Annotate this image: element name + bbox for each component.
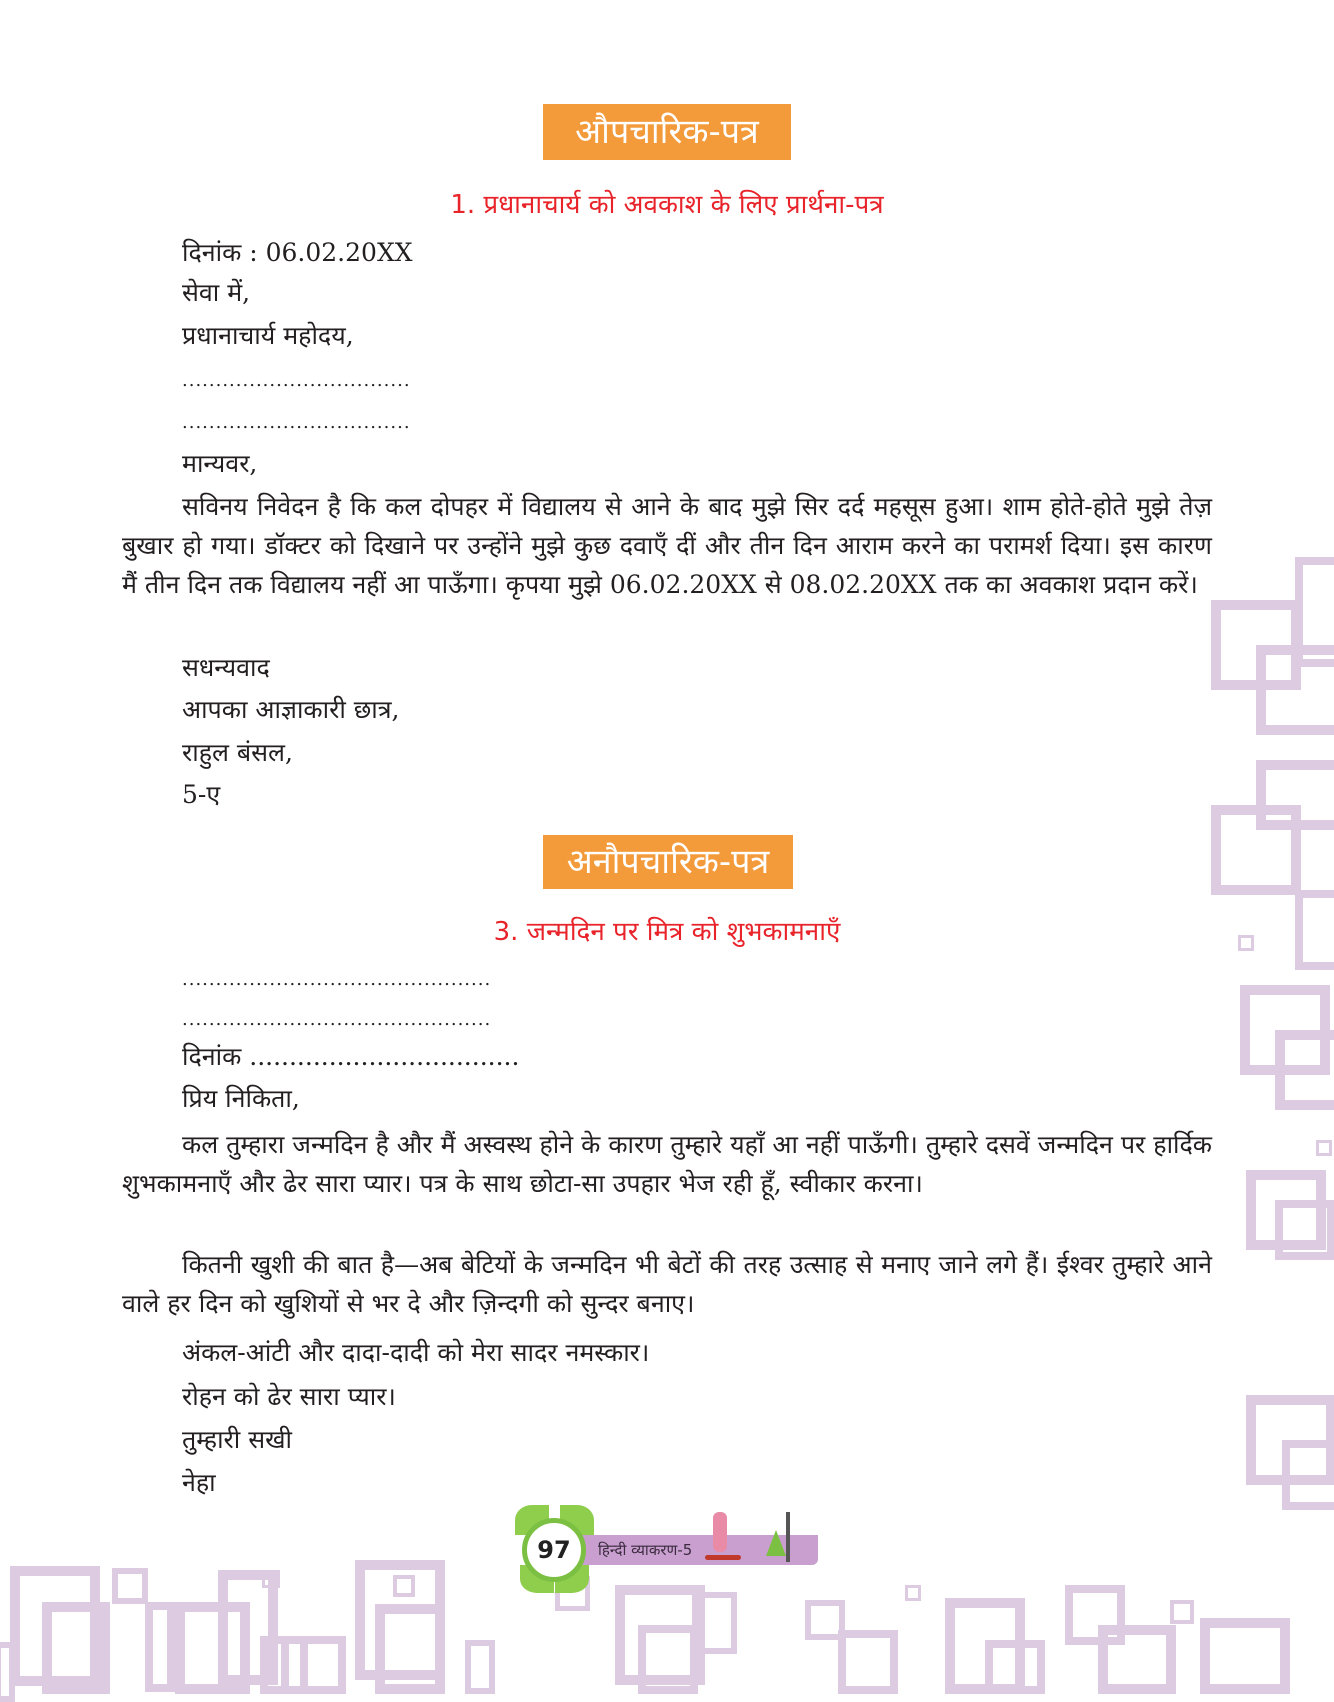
- decorative-square: [1098, 1625, 1176, 1694]
- date-line: दिनांक : 06.02.20XX: [182, 238, 413, 267]
- letter-title-informal: 3. जन्मदिन पर मित्र को शुभकामनाएँ: [493, 917, 841, 947]
- letter-body: सविनय निवेदन है कि कल दोपहर में विद्यालय से आने के बाद मुझे सिर दर्द महसूस हुआ। शाम होते-होते मुझे तेज़ बुखार हो गया। डॉक्टर को दिखाने पर उन्होंने मुझे कुछ दवाएँ दीं और तीन दिन आराम करने का परामर्श दिया। इस कारण मैं तीन दिन तक विद्यालय नहीं आ पाऊँगा। कृपया मुझे 06.02.20XX से 08.02.20XX तक का अवकाश प्रदान करें।: [122, 492, 1212, 599]
- greeting: मान्यवर,: [182, 449, 258, 478]
- skateboarder-illustration: [713, 1512, 727, 1552]
- recipient: प्रधानाचार्य महोदय,: [182, 321, 354, 350]
- decorative-square: [692, 1592, 737, 1654]
- decorative-square: [0, 1642, 15, 1702]
- skateboard-icon: [705, 1555, 741, 1560]
- signoff: आपका आज्ञाकारी छात्र,: [182, 695, 400, 724]
- decorative-square: [393, 1575, 415, 1597]
- decorative-square: [638, 1625, 698, 1694]
- decorative-square: [1316, 1140, 1332, 1156]
- sender-class: 5-ए: [182, 780, 221, 809]
- decorative-square: [262, 1570, 280, 1588]
- address-blank: ..................................: [182, 370, 411, 391]
- decorative-square: [145, 1602, 175, 1692]
- sender-name: नेहा: [182, 1468, 216, 1497]
- decorative-square: [1275, 1200, 1334, 1260]
- decorative-square: [112, 1568, 148, 1604]
- decorative-square: [1200, 1618, 1290, 1694]
- decorative-square: [281, 1636, 346, 1694]
- love-line: रोहन को ढेर सारा प्यार।: [182, 1382, 396, 1411]
- date-line: दिनांक ..................................: [182, 1042, 520, 1071]
- decorative-square: [375, 1604, 445, 1694]
- decorative-square: [1170, 1600, 1194, 1624]
- closing: सधन्यवाद: [182, 653, 270, 682]
- decorative-square: [1256, 645, 1334, 735]
- decorative-square: [985, 1640, 1045, 1694]
- decorative-square: [905, 1585, 921, 1601]
- section-badge-informal: अनौपचारिक-पत्र: [543, 835, 793, 889]
- decorative-square: [42, 1602, 110, 1694]
- greeting: प्रिय निकिता,: [182, 1084, 300, 1113]
- letter-body-paragraph-2: कितनी खुशी की बात है—अब बेटियों के जन्मदिन भी बेटों की तरह उत्साह से मनाए जाने लगे हैं। ईश्वर तुम्हारे आने वाले हर दिन को खुशियों से भर दे और ज़िन्दगी को सुन्दर बनाए।: [122, 1250, 1212, 1318]
- address-blank: ..............................................: [182, 1009, 492, 1030]
- page-number: 97: [522, 1518, 586, 1582]
- address-blank: ..............................................: [182, 969, 492, 990]
- decorative-square: [465, 1640, 495, 1694]
- decorative-square: [838, 1630, 898, 1694]
- decorative-square: [1282, 1440, 1334, 1510]
- book-title: हिन्दी व्याकरण-5: [598, 1541, 693, 1559]
- sender-name: राहुल बंसल,: [182, 738, 293, 767]
- regards-line: अंकल-आंटी और दादा-दादी को मेरा सादर नमस्कार।: [182, 1338, 650, 1367]
- salutation-to: सेवा में,: [182, 278, 251, 307]
- letter-title-formal: 1. प्रधानाचार्य को अवकाश के लिए प्रार्थना-पत्र: [450, 190, 884, 220]
- decorative-square: [1275, 1030, 1334, 1110]
- address-blank: ..................................: [182, 412, 411, 433]
- signoff: तुम्हारी सखी: [182, 1425, 293, 1454]
- section-badge-formal: औपचारिक-पत्र: [543, 104, 791, 160]
- tree-icon: [766, 1530, 786, 1556]
- lamp-post-icon: [786, 1512, 790, 1562]
- letter-body-paragraph-1: कल तुम्हारा जन्मदिन है और मैं अस्वस्थ होने के कारण तुम्हारे यहाँ आ नहीं पाऊँगी। तुम्हारे दसवें जन्मदिन पर हार्दिक शुभकामनाएँ और ढेर सारा प्यार। पत्र के साथ छोटा-सा उपहार भेज रही हूँ, स्वीकार करना।: [122, 1130, 1212, 1198]
- decorative-square: [1211, 805, 1301, 895]
